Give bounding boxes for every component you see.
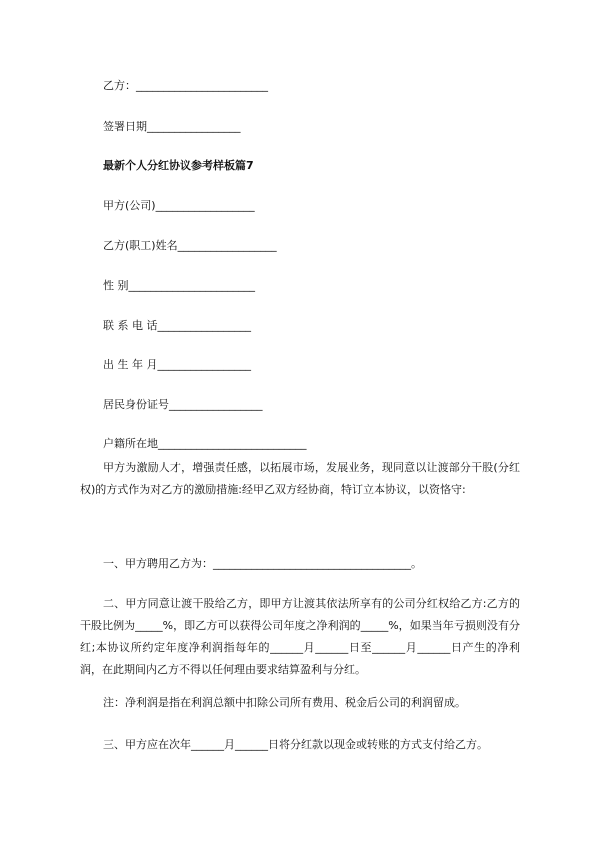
birth-date-field: 出 生 年 月_________________ [103, 358, 251, 371]
clause-1-paragraph: 一、甲方聘用乙方为：____________________________________。 [103, 557, 422, 570]
signing-date-line: 签署日期_________________ [103, 120, 241, 133]
document-title: 最新个人分红协议参考样板篇7 [103, 159, 254, 172]
clause-2-paragraph: 二、甲方同意让渡干股给乙方，即甲方让渡其依法所享有的公司分红权给乙方:乙方的干股比例为_____%，即乙方可以获得公司年度之净利润的_____%，如果当年亏损则没有分红;本协议所约定年度净利润指每年的______月______日至______月______日产生的净利润，在此期间内乙方不得以任何理由要求结算盈利与分红。 [80, 597, 520, 676]
intro-paragraph: 甲方为激励人才，增强责任感，以拓展市场，发展业务，现同意以让渡部分干股(分红权)的方式作为对乙方的激励措施:经甲乙双方经协商，特订立本协议，以资恪守: [80, 461, 520, 496]
party-b-name-field: 乙方(职工)姓名__________________ [103, 239, 277, 252]
household-registration-field: 户籍所在地___________________________ [103, 437, 307, 450]
gender-field: 性 别_______________________ [103, 279, 255, 292]
party-a-company-field: 甲方(公司)__________________ [103, 199, 255, 212]
note-paragraph: 注：净利润是指在利润总额中扣除公司所有费用、税金后公司的利润留成。 [103, 696, 466, 709]
clause-3-paragraph: 三、甲方应在次年______月______日将分红款以现金或转账的方式支付给乙方。 [103, 738, 488, 751]
phone-field: 联 系 电 话_________________ [103, 319, 251, 332]
party-b-signature-line: 乙方：________________________ [103, 79, 268, 92]
id-number-field: 居民身份证号_________________ [103, 398, 263, 411]
